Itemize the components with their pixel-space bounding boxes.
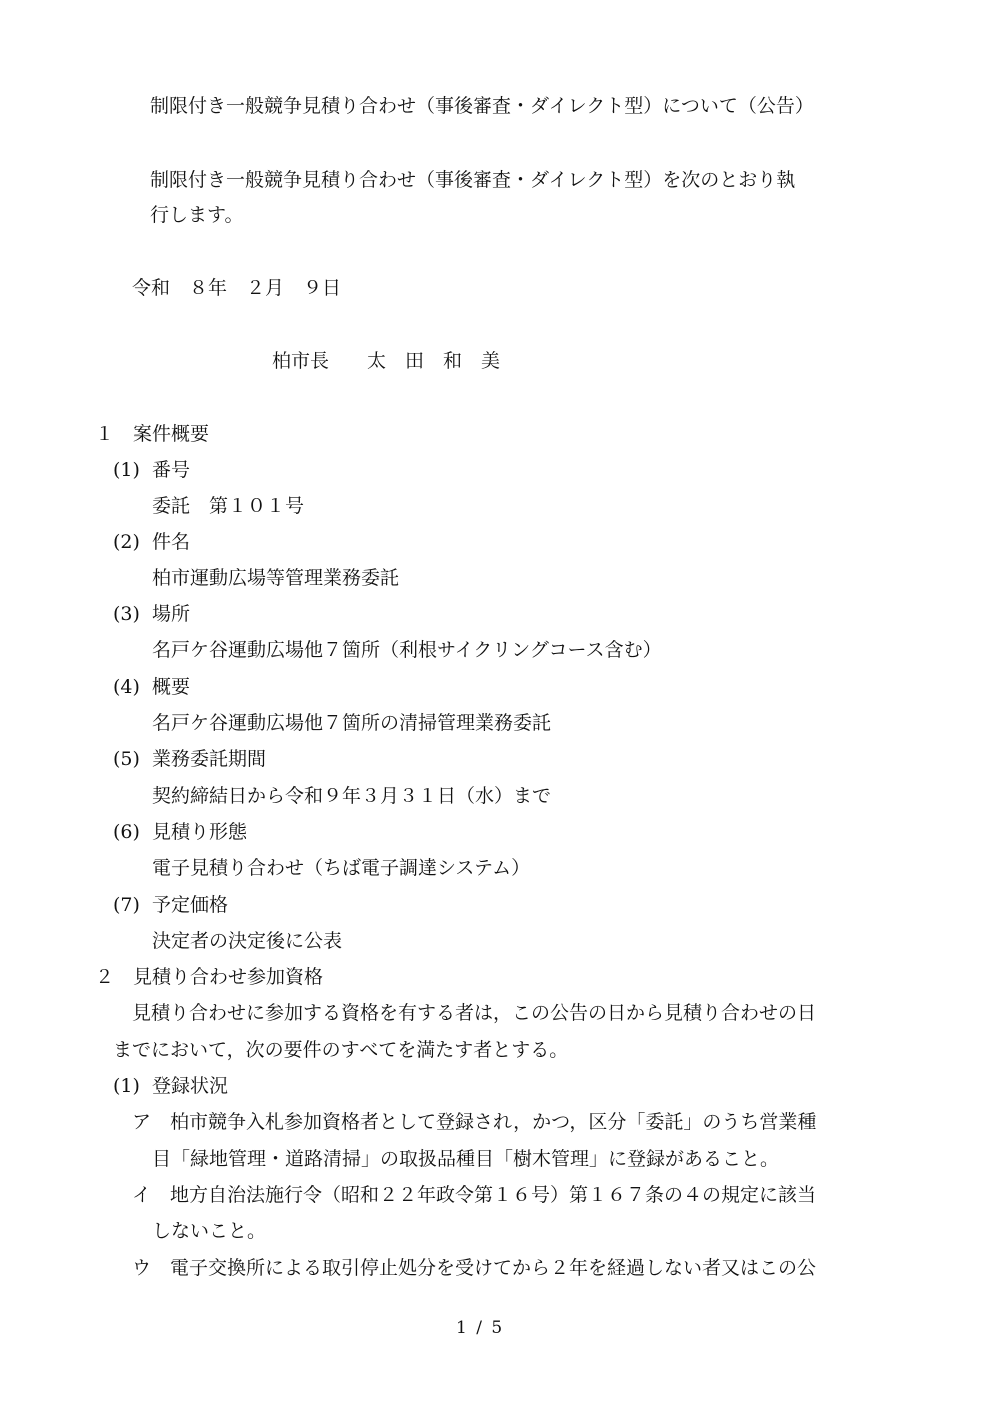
item-6-title: 見積り形態	[152, 821, 248, 843]
signatory: 柏市長 太 田 和 美	[272, 350, 501, 372]
notice-date: 令和 ８年 ２月 ９日	[132, 277, 342, 299]
section-1-heading: １ 案件概要	[95, 423, 210, 445]
item-3-label: (3)	[113, 603, 140, 625]
sub-1-a-line-2: 目「緑地管理・道路清掃」の取扱品種目「樹木管理」に登録があること。	[152, 1148, 780, 1170]
section-2-para-line-1: 見積り合わせに参加する資格を有する者は，この公告の日から見積り合わせの日	[132, 1002, 817, 1024]
item-5-value: 契約締結日から令和９年３月３１日（水）まで	[152, 785, 552, 807]
page-number: 1 / 5	[456, 1318, 505, 1338]
item-4-value: 名戸ケ谷運動広場他７箇所の清掃管理業務委託	[152, 712, 552, 734]
item-1-label: (1)	[113, 459, 140, 481]
item-7-title: 予定価格	[152, 894, 229, 916]
sub-1-i-line-2: しないこと。	[152, 1220, 267, 1242]
item-7-label: (7)	[113, 894, 140, 916]
sub-1-u-line-1: ウ 電子交換所による取引停止処分を受けてから２年を経過しない者又はこの公	[132, 1257, 817, 1279]
item-7-value: 決定者の決定後に公表	[152, 930, 343, 952]
item-6-value: 電子見積り合わせ（ちば電子調達システム）	[152, 857, 531, 879]
document-title: 制限付き一般競争見積り合わせ（事後審査・ダイレクト型）について（公告）	[150, 95, 814, 117]
item-5-title: 業務委託期間	[152, 748, 267, 770]
item-1-value: 委託 第１０１号	[152, 495, 305, 517]
item-1-title: 番号	[152, 459, 191, 481]
sub-1-label: (1)	[113, 1075, 140, 1097]
intro-line-2: 行します。	[150, 204, 244, 226]
sub-1-i-line-1: イ 地方自治法施行令（昭和２２年政令第１６号）第１６７条の４の規定に該当	[132, 1184, 817, 1206]
item-3-title: 場所	[152, 603, 191, 625]
item-3-value: 名戸ケ谷運動広場他７箇所（利根サイクリングコース含む）	[152, 639, 662, 661]
section-2-para-line-2: までにおいて，次の要件のすべてを満たす者とする。	[113, 1039, 569, 1061]
item-4-title: 概要	[152, 676, 191, 698]
sub-1-a-line-1: ア 柏市競争入札参加資格者として登録され，かつ，区分「委託」のうち営業種	[132, 1111, 817, 1133]
item-2-label: (2)	[113, 531, 140, 553]
item-5-label: (5)	[113, 748, 140, 770]
sub-1-title: 登録状況	[152, 1075, 229, 1097]
item-2-title: 件名	[152, 531, 191, 553]
item-4-label: (4)	[113, 676, 140, 698]
intro-line-1: 制限付き一般競争見積り合わせ（事後審査・ダイレクト型）を次のとおり執	[150, 169, 796, 191]
section-2-heading: ２ 見積り合わせ参加資格	[95, 966, 324, 988]
item-6-label: (6)	[113, 821, 140, 843]
item-2-value: 柏市運動広場等管理業務委託	[152, 567, 400, 589]
